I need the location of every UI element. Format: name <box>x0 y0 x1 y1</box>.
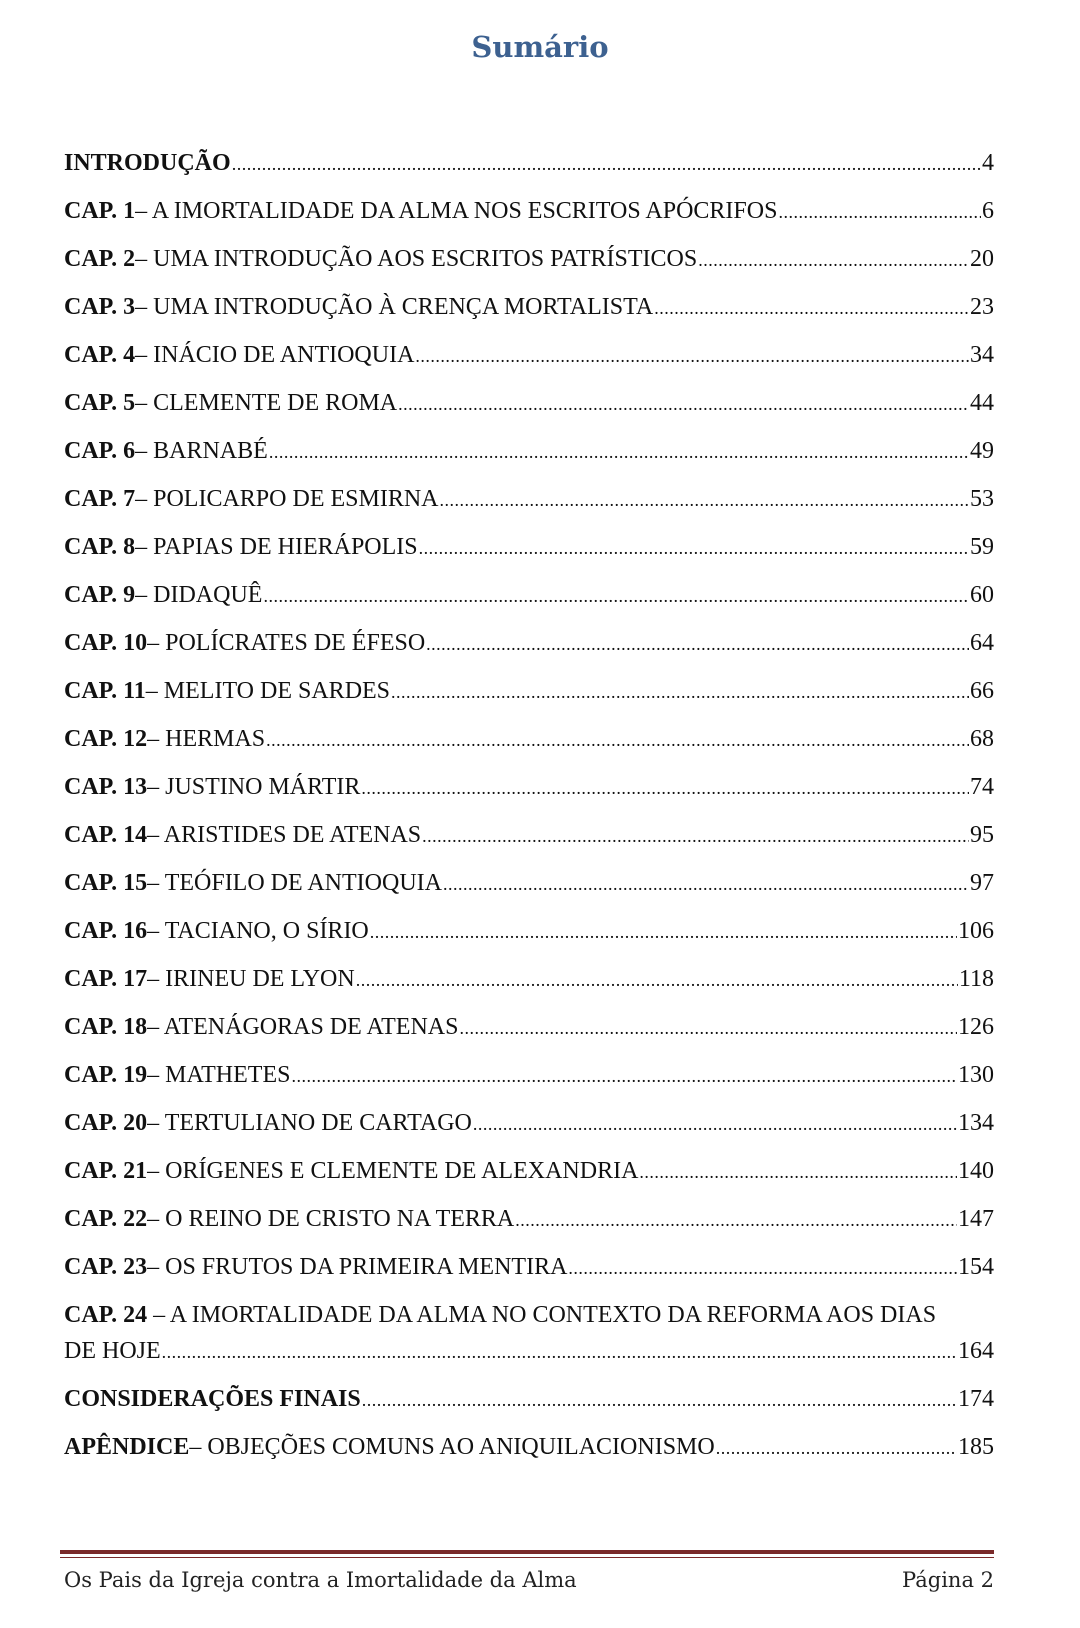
toc-entry-cap-16[interactable] <box>64 916 994 964</box>
toc-entry-text: – JUSTINO MÁRTIR <box>147 774 361 800</box>
toc-entry-text: – O REINO DE CRISTO NA TERRA <box>147 1206 515 1232</box>
toc-entry-cap-14[interactable] <box>64 820 994 868</box>
toc-entry-cap-19[interactable] <box>64 1060 994 1108</box>
toc-entry-label: CAP. 17 <box>64 966 148 992</box>
toc-entry-label: CAP. 5 <box>64 390 136 416</box>
toc-entry-page: 34 <box>970 342 994 368</box>
toc-entry-page: 49 <box>970 438 994 464</box>
toc-entry-text: – IRINEU DE LYON <box>147 966 355 992</box>
toc-entry-page: 147 <box>958 1206 994 1232</box>
toc-entry-page: 64 <box>970 630 994 656</box>
toc-entry-page: 66 <box>970 678 994 704</box>
toc-entry-label: CAP. 16 <box>64 918 148 944</box>
toc-entry-label: APÊNDICE <box>64 1434 190 1460</box>
toc-entry-cap-5[interactable] <box>64 388 994 436</box>
toc-entry-label: CAP. 10 <box>64 630 148 656</box>
dot-leader <box>654 292 969 323</box>
toc-entry-label: CAP. 20 <box>64 1110 148 1136</box>
dot-leader <box>440 484 970 515</box>
toc-entry-page: 4 <box>982 150 994 176</box>
toc-entry-apendice[interactable] <box>64 1432 994 1480</box>
footer-rule <box>60 1550 994 1554</box>
page-title: Sumário <box>471 30 609 64</box>
toc-entry-page: 174 <box>958 1386 994 1412</box>
toc-entry-text: – MATHETES <box>147 1062 291 1088</box>
toc-entry-cap-7[interactable] <box>64 484 994 532</box>
toc-entry-introducao[interactable] <box>64 148 994 196</box>
toc-entry-text: – ARISTIDES DE ATENAS <box>147 822 422 848</box>
toc-entry-page: 74 <box>970 774 994 800</box>
dot-leader <box>356 964 958 995</box>
toc-entry-text: – A IMORTALIDADE DA ALMA NO CONTEXTO DA REFORMA AOS DIAS <box>147 1302 937 1328</box>
toc-entry-label: CAP. 12 <box>64 726 148 752</box>
toc-entry-text-continued: DE HOJE <box>64 1338 161 1364</box>
toc-entry-cap-3[interactable] <box>64 292 994 340</box>
dot-leader <box>266 724 969 755</box>
toc-entry-label: CAP. 8 <box>64 534 136 560</box>
toc-entry-text: – BARNABÉ <box>135 438 268 464</box>
dot-leader <box>716 1432 957 1463</box>
dot-leader <box>473 1108 957 1139</box>
toc-entry-text: – TERTULIANO DE CARTAGO <box>147 1110 472 1136</box>
toc-entry-cap-8[interactable] <box>64 532 994 580</box>
toc-entry-cap-4[interactable] <box>64 340 994 388</box>
dot-leader <box>232 148 981 179</box>
footer-rule-thin <box>60 1557 994 1558</box>
dot-leader <box>362 1384 957 1415</box>
toc-entry-label: CAP. 7 <box>64 486 136 512</box>
toc-entry-page: 134 <box>958 1110 994 1136</box>
toc-entry-text: – TACIANO, O SÍRIO <box>147 918 369 944</box>
page-footer <box>64 1568 994 1592</box>
toc-entry-text: – UMA INTRODUÇÃO AOS ESCRITOS PATRÍSTICOS <box>135 246 698 272</box>
toc-entry-cap-11[interactable] <box>64 676 994 724</box>
toc-entry-label: CAP. 4 <box>64 342 136 368</box>
toc-entry-page: 53 <box>970 486 994 512</box>
toc-entry-cap-15[interactable] <box>64 868 994 916</box>
toc-entry-label: CAP. 15 <box>64 870 148 896</box>
toc-entry-page: 118 <box>958 966 994 992</box>
toc-entry-text: – A IMORTALIDADE DA ALMA NOS ESCRITOS APÓCRIFOS <box>135 198 778 224</box>
toc-entry-label: CAP. 3 <box>64 294 136 320</box>
toc-entry-label: CAP. 23 <box>64 1254 148 1280</box>
toc-entry-cap-22[interactable] <box>64 1204 994 1252</box>
toc-entry-label: CAP. 14 <box>64 822 148 848</box>
dot-leader <box>361 772 969 803</box>
toc-entry-page: 97 <box>970 870 994 896</box>
toc-entry-label: CAP. 1 <box>64 198 136 224</box>
toc-entry-cap-9[interactable] <box>64 580 994 628</box>
toc-entry-page: 59 <box>970 534 994 560</box>
toc-entry-page: 140 <box>958 1158 994 1184</box>
dot-leader <box>269 436 969 467</box>
toc-entry-page: 20 <box>970 246 994 272</box>
toc-entry-text: – POLÍCRATES DE ÉFESO <box>147 630 426 656</box>
toc-entry-text: – OS FRUTOS DA PRIMEIRA MENTIRA <box>147 1254 568 1280</box>
dot-leader <box>419 532 969 563</box>
dot-leader <box>263 580 969 611</box>
toc-entry-label: CAP. 22 <box>64 1206 148 1232</box>
footer-book-title: Os Pais da Igreja contra a Imortalidade da Alma <box>64 1568 577 1592</box>
dot-leader <box>698 244 969 275</box>
toc-entry-text: – ATENÁGORAS DE ATENAS <box>147 1014 459 1040</box>
dot-leader <box>426 628 969 659</box>
toc-entry-page: 68 <box>970 726 994 752</box>
toc-entry-page: 164 <box>958 1338 994 1364</box>
toc-entry-text: – TEÓFILO DE ANTIOQUIA <box>147 870 442 896</box>
toc-entry-text: – CLEMENTE DE ROMA <box>135 390 398 416</box>
toc-entry-page: 185 <box>958 1434 994 1460</box>
dot-leader <box>778 196 981 227</box>
toc-entry-text: – INÁCIO DE ANTIOQUIA <box>135 342 415 368</box>
toc-entry-label: CONSIDERAÇÕES FINAIS <box>64 1386 361 1412</box>
dot-leader <box>443 868 969 899</box>
toc-entry-label: CAP. 2 <box>64 246 136 272</box>
toc-entry-label: CAP. 21 <box>64 1158 148 1184</box>
toc-entry-text: – PAPIAS DE HIERÁPOLIS <box>135 534 418 560</box>
toc-entry-text: – OBJEÇÕES COMUNS AO ANIQUILACIONISMO <box>189 1434 715 1460</box>
dot-leader <box>459 1012 957 1043</box>
toc-entry-page: 23 <box>970 294 994 320</box>
dot-leader <box>568 1252 957 1283</box>
dot-leader <box>391 676 969 707</box>
toc-entry-text: – ORÍGENES E CLEMENTE DE ALEXANDRIA <box>147 1158 639 1184</box>
toc-entry-cap-23[interactable] <box>64 1252 994 1300</box>
dot-leader <box>639 1156 957 1187</box>
dot-leader <box>291 1060 957 1091</box>
toc-entry-text: – POLICARPO DE ESMIRNA <box>135 486 439 512</box>
dot-leader <box>398 388 969 419</box>
toc-entry-page: 60 <box>970 582 994 608</box>
toc-entry-cap-24[interactable] <box>64 1300 994 1384</box>
toc-entry-page: 95 <box>970 822 994 848</box>
toc-entry-consideracoes-finais[interactable] <box>64 1384 994 1432</box>
toc-entry-cap-13[interactable] <box>64 772 994 820</box>
footer-page-number: Página 2 <box>902 1568 994 1592</box>
dot-leader <box>422 820 969 851</box>
toc-entry-cap-21[interactable] <box>64 1156 994 1204</box>
toc-entry-cap-2[interactable] <box>64 244 994 292</box>
dot-leader <box>515 1204 957 1235</box>
toc-entry-label: CAP. 11 <box>64 678 146 704</box>
toc-entry-cap-6[interactable] <box>64 436 994 484</box>
toc-entry-cap-20[interactable] <box>64 1108 994 1156</box>
toc-entry-page: 6 <box>982 198 994 224</box>
toc-entry-cap-12[interactable] <box>64 724 994 772</box>
toc-entry-label: CAP. 19 <box>64 1062 148 1088</box>
toc-entry-cap-10[interactable] <box>64 628 994 676</box>
toc-entry-page: 126 <box>958 1014 994 1040</box>
toc-entry-text: – MELITO DE SARDES <box>145 678 391 704</box>
toc-entry-page: 106 <box>958 918 994 944</box>
toc-entry-label: INTRODUÇÃO <box>64 150 231 176</box>
toc-entry-label: CAP. 6 <box>64 438 136 464</box>
toc-entry-text: – UMA INTRODUÇÃO À CRENÇA MORTALISTA <box>135 294 654 320</box>
toc-entry-label: CAP. 24 <box>64 1302 148 1328</box>
toc-entry-label: CAP. 18 <box>64 1014 148 1040</box>
toc-entry-label: CAP. 13 <box>64 774 148 800</box>
dot-leader <box>162 1336 957 1367</box>
toc-entry-cap-1[interactable] <box>64 196 994 244</box>
toc-entry-cap-18[interactable] <box>64 1012 994 1060</box>
toc-entry-label: CAP. 9 <box>64 582 136 608</box>
toc-entry-text: – HERMAS <box>147 726 266 752</box>
table-of-contents <box>64 148 994 1480</box>
toc-entry-page: 130 <box>958 1062 994 1088</box>
dot-leader <box>415 340 969 371</box>
toc-entry-page: 44 <box>970 390 994 416</box>
dot-leader <box>370 916 957 947</box>
toc-entry-cap-17[interactable] <box>64 964 994 1012</box>
toc-entry-text: – DIDAQUÊ <box>135 582 263 608</box>
toc-entry-page: 154 <box>958 1254 994 1280</box>
